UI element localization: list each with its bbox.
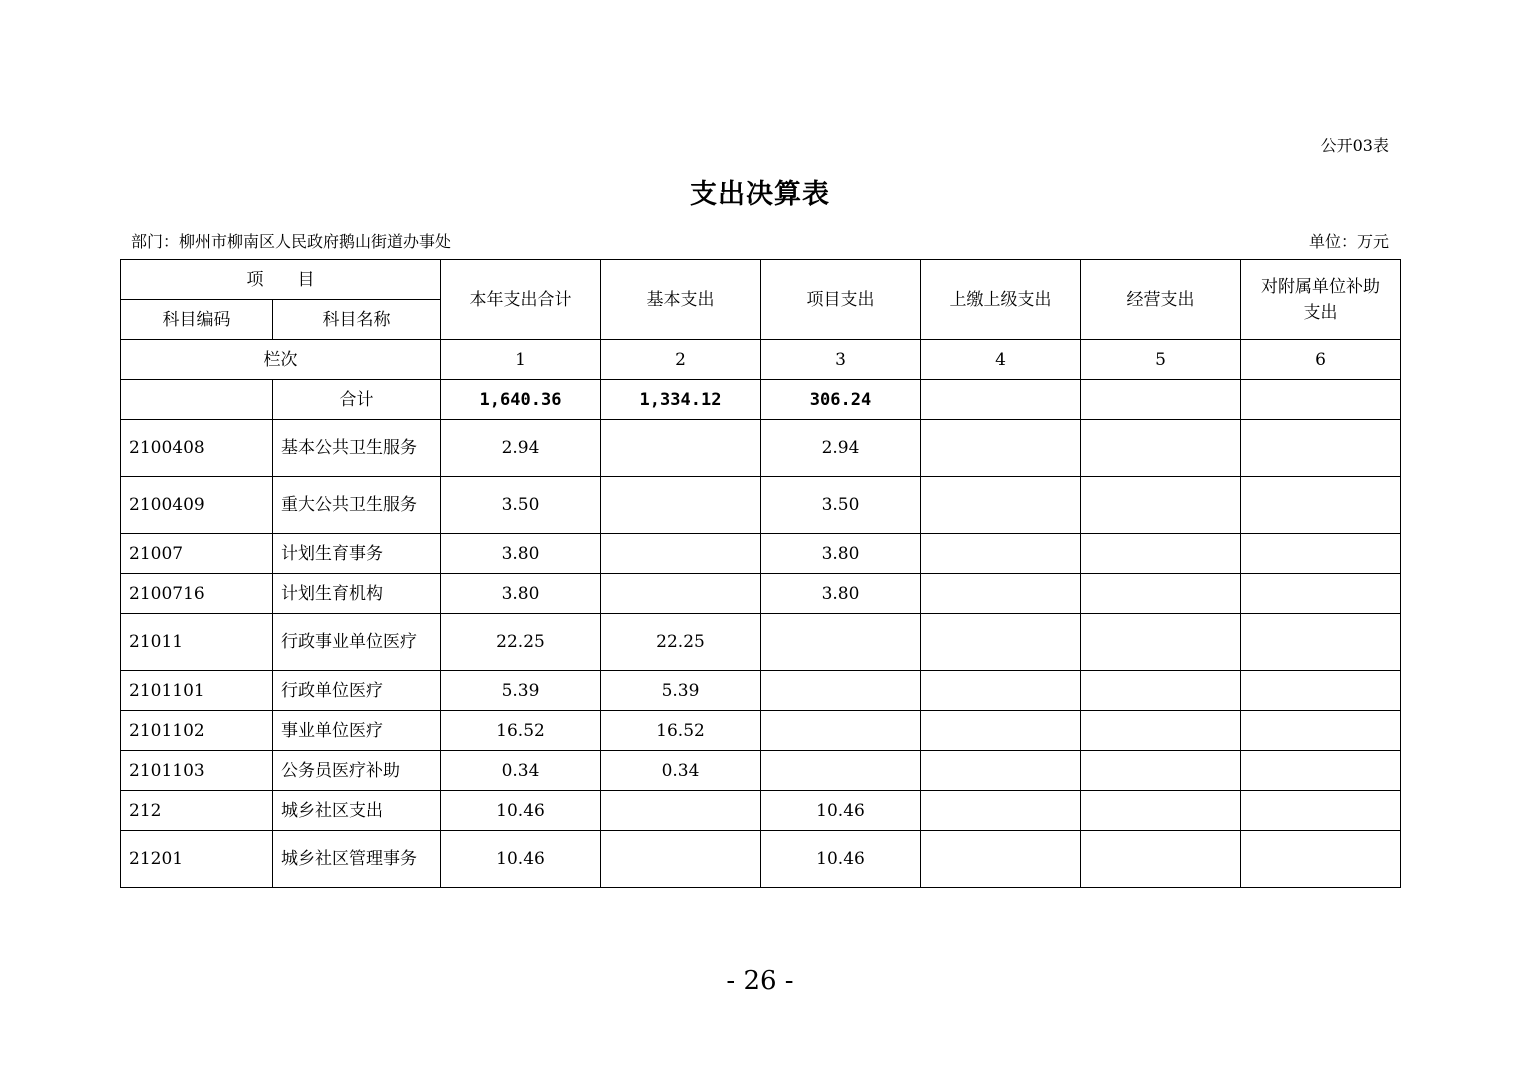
row-basic: 16.52 <box>601 711 761 751</box>
table-row <box>121 420 1401 477</box>
table-row <box>121 711 1401 751</box>
row-name: 行政事业单位医疗 <box>273 614 441 671</box>
row-code: 2101101 <box>121 671 273 711</box>
row-upper <box>921 420 1081 477</box>
row-name: 重大公共卫生服务 <box>273 477 441 534</box>
summary-upper <box>921 380 1081 420</box>
row-code: 2101103 <box>121 751 273 791</box>
row-subsidy <box>1241 574 1401 614</box>
header-item: 项目支出 <box>761 260 921 340</box>
row-subsidy <box>1241 614 1401 671</box>
row-name: 城乡社区管理事务 <box>273 831 441 888</box>
column-number: 1 <box>441 340 601 380</box>
row-code: 2100408 <box>121 420 273 477</box>
row-subsidy <box>1241 534 1401 574</box>
column-number: 3 <box>761 340 921 380</box>
row-code: 2100716 <box>121 574 273 614</box>
row-subsidy <box>1241 751 1401 791</box>
row-basic <box>601 477 761 534</box>
table-row <box>121 671 1401 711</box>
summary-code <box>121 380 273 420</box>
row-code: 2100409 <box>121 477 273 534</box>
column-number: 6 <box>1241 340 1401 380</box>
column-number: 2 <box>601 340 761 380</box>
header-total: 本年支出合计 <box>441 260 601 340</box>
summary-business <box>1081 380 1241 420</box>
row-code: 21201 <box>121 831 273 888</box>
row-subsidy <box>1241 671 1401 711</box>
row-name: 行政单位医疗 <box>273 671 441 711</box>
row-item <box>761 711 921 751</box>
row-basic: 22.25 <box>601 614 761 671</box>
table-row <box>121 534 1401 574</box>
page-number: - 26 - <box>726 966 794 996</box>
row-name: 公务员医疗补助 <box>273 751 441 791</box>
row-subsidy <box>1241 791 1401 831</box>
row-basic <box>601 791 761 831</box>
row-code: 212 <box>121 791 273 831</box>
table-row <box>121 574 1401 614</box>
row-total: 16.52 <box>441 711 601 751</box>
row-upper <box>921 711 1081 751</box>
table-row <box>121 614 1401 671</box>
row-code: 2101102 <box>121 711 273 751</box>
row-item: 3.80 <box>761 534 921 574</box>
table-row <box>121 751 1401 791</box>
summary-row <box>121 380 1401 420</box>
row-subsidy <box>1241 420 1401 477</box>
row-business <box>1081 534 1241 574</box>
row-upper <box>921 831 1081 888</box>
column-label: 栏次 <box>121 340 441 380</box>
header-business: 经营支出 <box>1081 260 1241 340</box>
header-project: 项 目 <box>121 260 441 300</box>
row-code: 21011 <box>121 614 273 671</box>
row-total: 0.34 <box>441 751 601 791</box>
row-item: 10.46 <box>761 791 921 831</box>
row-total: 3.80 <box>441 534 601 574</box>
row-subsidy <box>1241 711 1401 751</box>
row-business <box>1081 831 1241 888</box>
row-name: 计划生育机构 <box>273 574 441 614</box>
row-item: 3.80 <box>761 574 921 614</box>
row-total: 3.80 <box>441 574 601 614</box>
row-total: 2.94 <box>441 420 601 477</box>
row-name: 基本公共卫生服务 <box>273 420 441 477</box>
row-item <box>761 671 921 711</box>
row-upper <box>921 534 1081 574</box>
row-total: 22.25 <box>441 614 601 671</box>
row-item: 10.46 <box>761 831 921 888</box>
summary-label: 合计 <box>273 380 441 420</box>
department-label: 部门：柳州市柳南区人民政府鹅山街道办事处 <box>131 232 452 251</box>
row-business <box>1081 791 1241 831</box>
header-basic: 基本支出 <box>601 260 761 340</box>
row-item <box>761 751 921 791</box>
row-business <box>1081 574 1241 614</box>
table-row <box>121 831 1401 888</box>
row-upper <box>921 614 1081 671</box>
row-business <box>1081 751 1241 791</box>
table-row <box>121 477 1401 534</box>
row-business <box>1081 614 1241 671</box>
row-basic <box>601 420 761 477</box>
row-upper <box>921 477 1081 534</box>
row-upper <box>921 791 1081 831</box>
row-upper <box>921 671 1081 711</box>
form-number: 公开03表 <box>1320 136 1389 155</box>
row-upper <box>921 751 1081 791</box>
row-basic <box>601 534 761 574</box>
row-name: 计划生育事务 <box>273 534 441 574</box>
row-name: 事业单位医疗 <box>273 711 441 751</box>
row-code: 21007 <box>121 534 273 574</box>
summary-subsidy <box>1241 380 1401 420</box>
summary-basic: 1,334.12 <box>601 380 761 420</box>
row-item <box>761 614 921 671</box>
expenditure-table <box>120 259 1401 888</box>
table-row <box>121 791 1401 831</box>
header-row-1 <box>121 260 1401 300</box>
row-name: 城乡社区支出 <box>273 791 441 831</box>
row-item: 3.50 <box>761 477 921 534</box>
header-upper: 上缴上级支出 <box>921 260 1081 340</box>
row-total: 10.46 <box>441 791 601 831</box>
page-title: 支出决算表 <box>690 179 830 210</box>
summary-total: 1,640.36 <box>441 380 601 420</box>
unit-label: 单位：万元 <box>1308 232 1389 251</box>
row-business <box>1081 671 1241 711</box>
row-business <box>1081 420 1241 477</box>
row-subsidy <box>1241 831 1401 888</box>
row-basic: 5.39 <box>601 671 761 711</box>
column-number-row <box>121 340 1401 380</box>
row-total: 3.50 <box>441 477 601 534</box>
row-upper <box>921 574 1081 614</box>
row-basic: 0.34 <box>601 751 761 791</box>
column-number: 4 <box>921 340 1081 380</box>
header-name: 科目名称 <box>273 300 441 340</box>
column-number: 5 <box>1081 340 1241 380</box>
summary-item: 306.24 <box>761 380 921 420</box>
row-basic <box>601 831 761 888</box>
header-code: 科目编码 <box>121 300 273 340</box>
header-subsidy: 对附属单位补助支出 <box>1241 260 1401 340</box>
row-subsidy <box>1241 477 1401 534</box>
row-basic <box>601 574 761 614</box>
row-business <box>1081 477 1241 534</box>
row-total: 5.39 <box>441 671 601 711</box>
row-total: 10.46 <box>441 831 601 888</box>
row-item: 2.94 <box>761 420 921 477</box>
row-business <box>1081 711 1241 751</box>
